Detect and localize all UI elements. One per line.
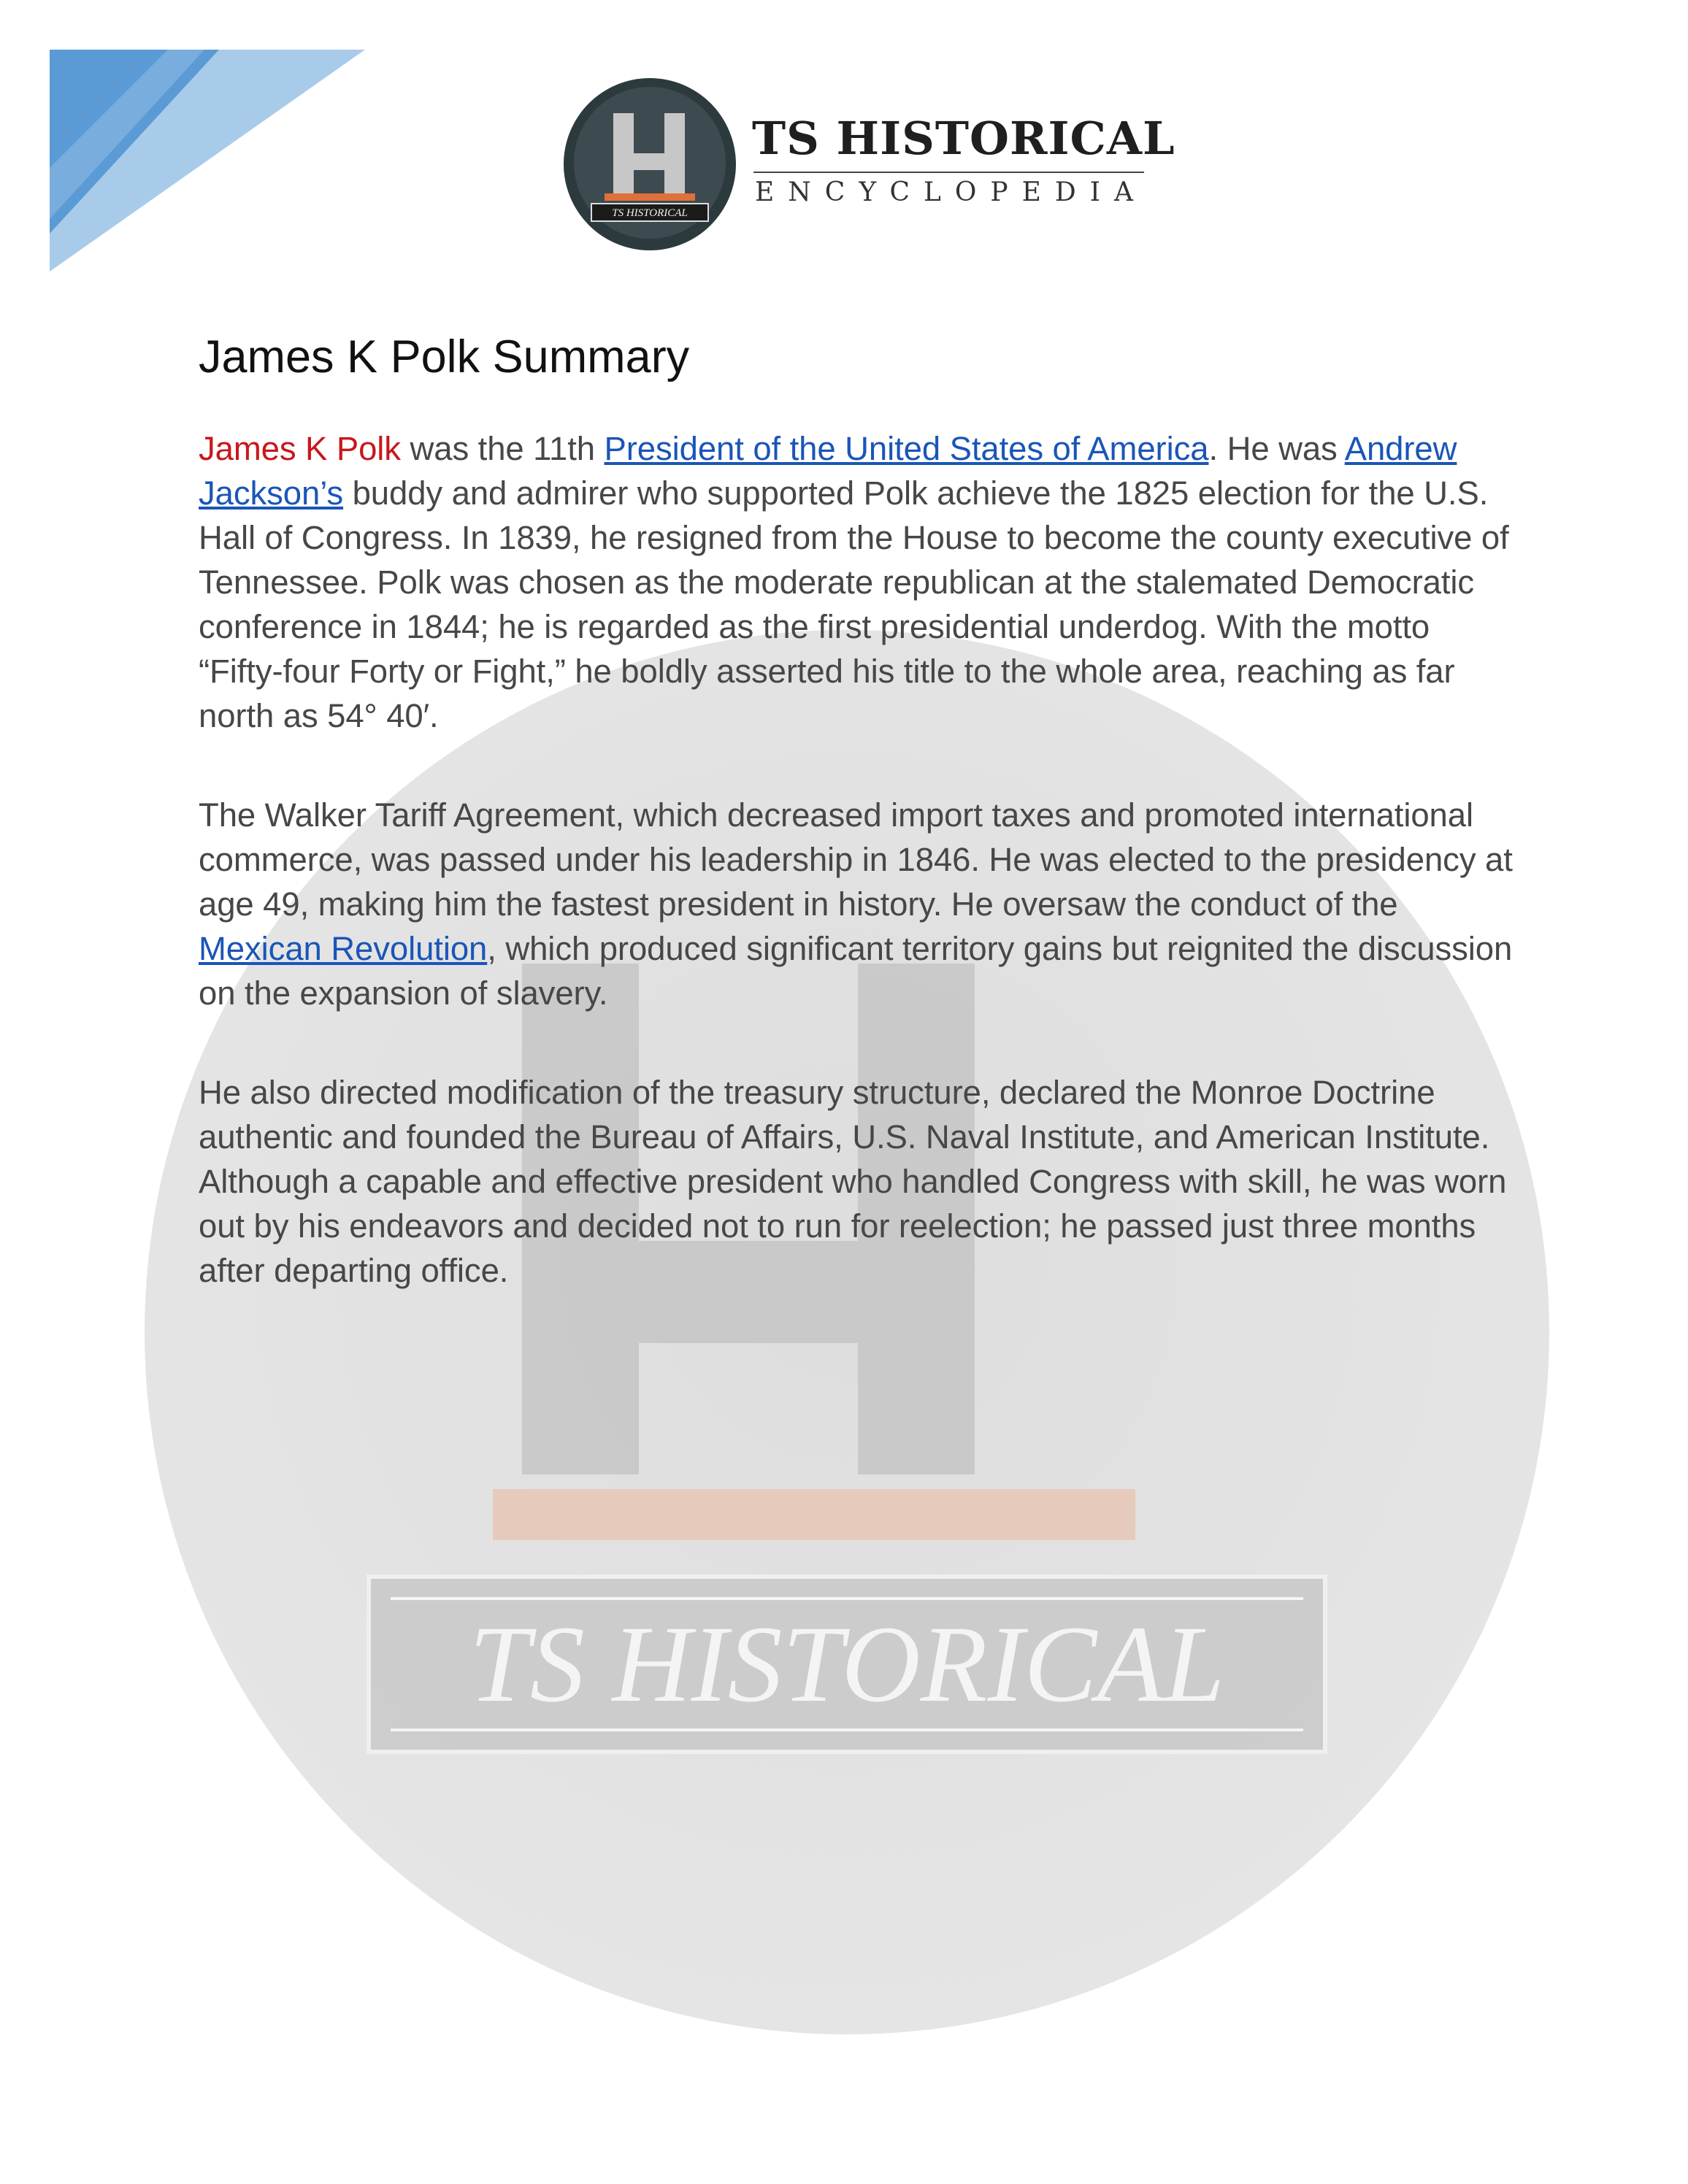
- paragraph-1: [199, 426, 1513, 738]
- page-title: James K Polk Summary: [199, 331, 690, 382]
- badge-plinth: [605, 193, 695, 201]
- paragraph-3: He also directed modification of the treasury structure, declared the Monroe Doctrine authentic and founded the Bureau of Affairs, U.S. Naval Institute, and American Institute. Although a capable and effective president who handled Congress with skill, he was worn out by his endeavors and decided not to run for reelection; he passed just three months after departing office.: [199, 1074, 1507, 1289]
- paragraph-2-text-a: The Walker Tariff Agreement, which decreased import taxes and promoted international commerce, was passed under his leadership in 1846. He was elected to the presidency at age 49, making him the fastest president in history. He oversaw the conduct of the: [199, 796, 1513, 923]
- subject-name: James K Polk: [199, 430, 401, 467]
- watermark-text: TS HISTORICAL: [469, 1604, 1225, 1725]
- logo-badge-icon: [562, 77, 737, 252]
- paragraph-1-text-c: buddy and admirer who supported Polk achieve the 1825 election for the U.S. Hall of Congress. In 1839, he resigned from the House to become the county executive of Tennessee. Polk was chosen as the moderate republican at the stalemated Democratic conference in 1844; he is regarded as the first presidential underdog. With the motto “Fifty-four Forty or Fight,” he boldly asserted his title to the whole area, reaching as far north as 54° 40′.: [199, 474, 1509, 734]
- document-body: [199, 326, 1513, 1347]
- paragraph-2-text-b: , which produced significant territory gains but reignited the discussion on the expansion of slavery.: [199, 930, 1513, 1012]
- paragraph-1-text-a: was the 11th: [400, 430, 605, 467]
- paragraph-1-text-b: . He was: [1208, 430, 1345, 467]
- president-link[interactable]: President of the United States of America: [604, 430, 1209, 467]
- header-logo: [562, 77, 1175, 252]
- logo-title: TS HISTORICAL: [752, 112, 1175, 165]
- logo-divider: [753, 172, 1144, 173]
- andrew-jackson-link[interactable]: Andrew Jackson’s: [199, 430, 1457, 512]
- watermark-plinth: [493, 1489, 1135, 1540]
- mexican-revolution-link[interactable]: Mexican Revolution: [199, 930, 488, 967]
- paragraph-2: [199, 793, 1513, 1015]
- badge-text: TS HISTORICAL: [612, 207, 688, 219]
- logo-subtitle: ENCYCLOPEDIA: [755, 177, 1148, 207]
- corner-decoration: [0, 0, 380, 277]
